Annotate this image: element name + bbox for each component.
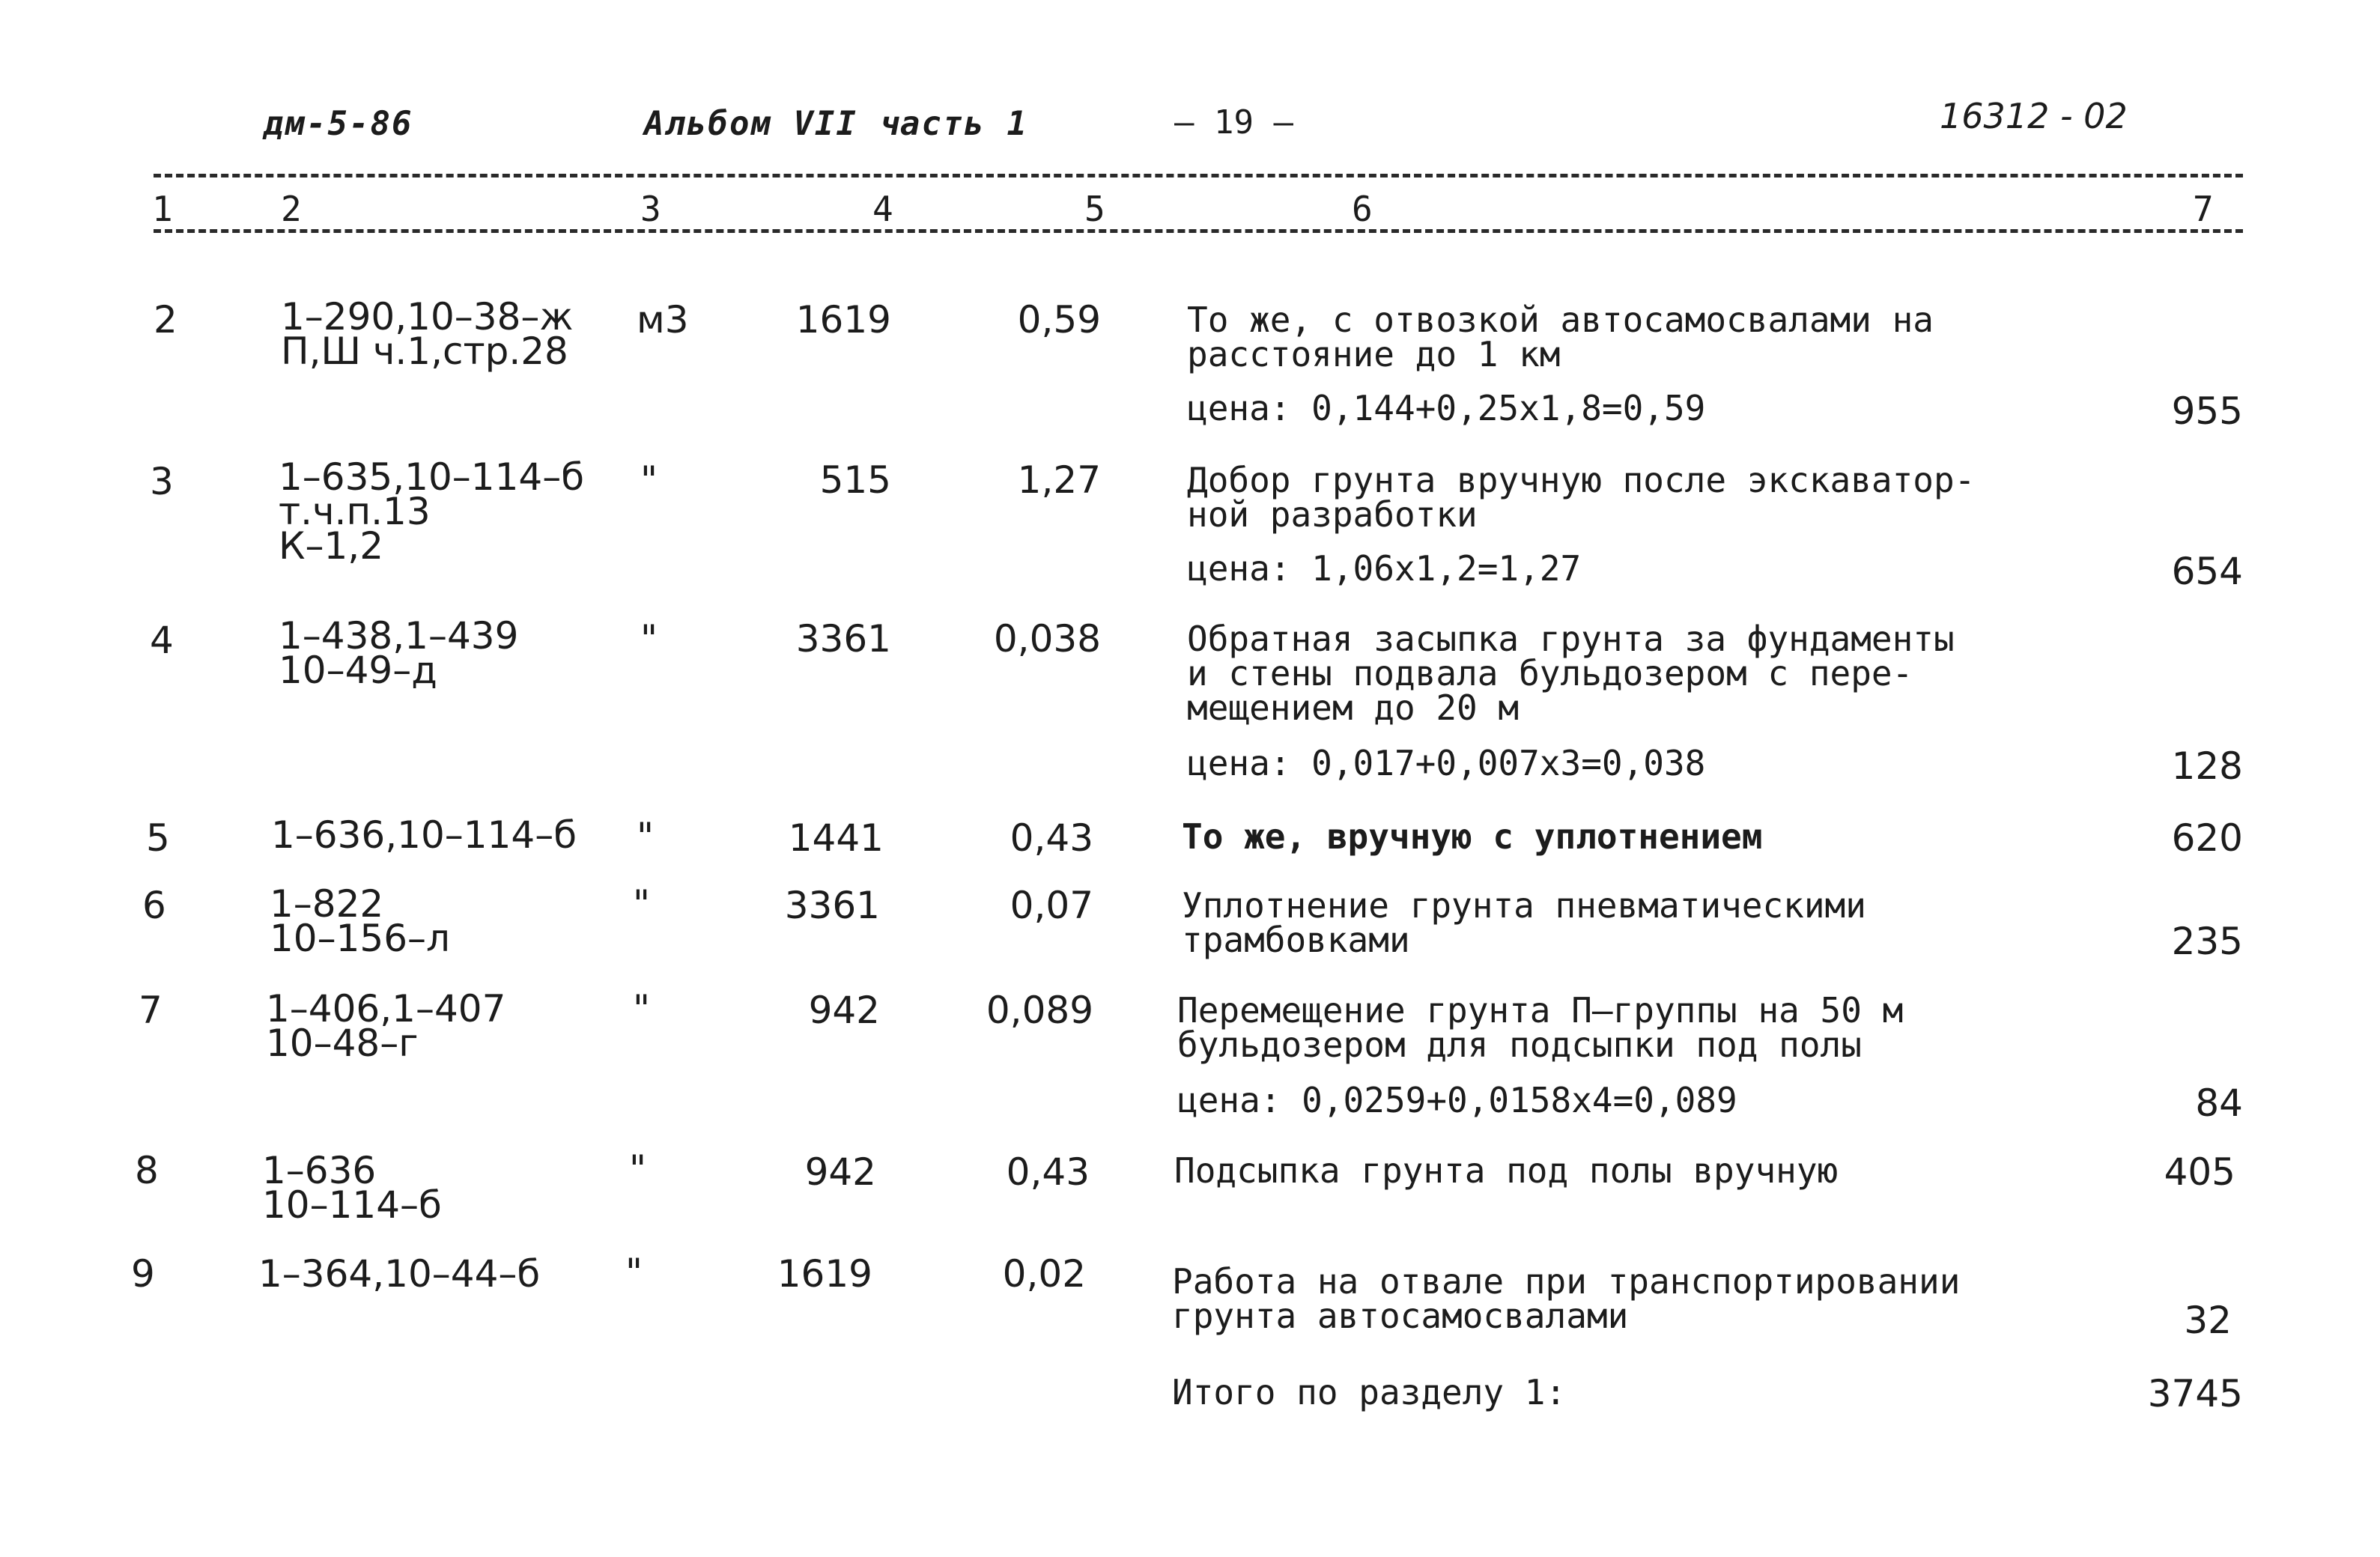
unit-price: 0,43 — [1010, 816, 1093, 860]
reference-line: 1–636,10–114–б — [271, 813, 577, 857]
description-line: расстояние до 1 км — [1187, 334, 1561, 374]
row-total: 654 — [2171, 550, 2243, 593]
description-line: Подсыпка грунта под полы вручную — [1174, 1150, 1839, 1191]
unit-price: 0,02 — [1002, 1252, 1086, 1296]
description-line: грунта автосамосвалами — [1172, 1296, 1629, 1336]
description-line: Перемещение грунта П–группы на 50 м — [1177, 990, 1904, 1031]
norm-reference — [271, 813, 577, 857]
header-rule-bottom — [154, 229, 2243, 233]
unit-price: 0,089 — [986, 989, 1093, 1032]
description-line: трамбовками — [1182, 920, 1410, 960]
column-number-2: 2 — [281, 189, 302, 229]
row-total: 620 — [2171, 816, 2243, 860]
norm-reference — [262, 1149, 442, 1227]
reference-line: 1–636 — [262, 1149, 377, 1192]
work-description — [1182, 816, 1763, 857]
column-number-1: 1 — [152, 189, 173, 229]
row-number: 6 — [142, 884, 166, 927]
reference-line: 10–114–б — [262, 1183, 442, 1227]
row-number: 2 — [154, 298, 177, 342]
album-title: Альбом VII часть 1 — [644, 105, 1028, 143]
description-line: Работа на отвале при транспортировании — [1172, 1261, 1961, 1302]
description-line: ной разработки — [1187, 494, 1478, 535]
unit: м3 — [637, 298, 689, 342]
unit-price: 0,43 — [1006, 1150, 1090, 1194]
row-number: 7 — [139, 989, 163, 1032]
quantity: 3361 — [795, 617, 891, 661]
unit: " — [625, 1251, 643, 1294]
reference-line: 1–364,10–44–б — [258, 1252, 541, 1296]
unit: " — [640, 617, 658, 661]
column-number-5: 5 — [1084, 189, 1105, 229]
unit-price: 0,59 — [1017, 298, 1101, 342]
column-number-3: 3 — [640, 189, 661, 229]
unit-price: 0,07 — [1010, 884, 1093, 927]
description-line: То же, вручную с уплотнением — [1182, 816, 1763, 857]
quantity: 1441 — [788, 816, 884, 860]
row-total: 235 — [2171, 920, 2243, 963]
work-description — [1187, 460, 1976, 535]
norm-reference — [281, 295, 574, 373]
quantity: 3361 — [784, 884, 880, 927]
quantity: 515 — [819, 458, 891, 502]
work-description — [1187, 300, 1934, 374]
section-total-label: Итого по разделу 1: — [1172, 1372, 1567, 1412]
row-number: 9 — [131, 1252, 155, 1296]
unit-price: 0,038 — [993, 617, 1101, 661]
reference-line: 1–635,10–114–б — [279, 455, 585, 499]
column-number-4: 4 — [872, 189, 893, 229]
row-number: 4 — [150, 619, 174, 662]
row-total: 405 — [2164, 1150, 2235, 1194]
reference-line: 1–406,1–407 — [266, 987, 506, 1031]
work-description — [1177, 990, 1904, 1065]
description-line: мещением до 20 м — [1187, 688, 1520, 728]
reference-line: 10–49–д — [279, 649, 437, 692]
quantity: 942 — [804, 1150, 876, 1194]
quantity: 1619 — [777, 1252, 872, 1296]
unit: " — [637, 815, 654, 858]
row-total: 84 — [2195, 1081, 2243, 1125]
description-line: Обратная засыпка грунта за фундаменты — [1187, 619, 1955, 659]
section-total-value: 3745 — [2147, 1372, 2243, 1415]
norm-reference — [279, 614, 519, 692]
reference-line: 10–156–л — [270, 917, 451, 960]
column-number-7: 7 — [2193, 189, 2214, 229]
sheet-number: 16312 - 02 — [1940, 96, 2128, 136]
reference-line: 1–822 — [270, 882, 384, 926]
reference-line: т.ч.п.13 — [279, 490, 431, 533]
unit-price: 1,27 — [1017, 458, 1101, 502]
description-line: Уплотнение грунта пневматическими — [1182, 885, 1866, 926]
work-description — [1174, 1150, 1839, 1191]
reference-line: П,Ш ч.1,стр.28 — [281, 330, 568, 373]
reference-line: 1–290,10–38–ж — [281, 295, 574, 339]
quantity: 1619 — [795, 298, 891, 342]
row-total: 128 — [2171, 744, 2243, 788]
document-code: дм-5-86 — [264, 105, 413, 143]
work-description — [1182, 885, 1866, 960]
description-line: Добор грунта вручную после экскаватор- — [1187, 460, 1976, 500]
price-calculation: цена: 1,06x1,2=1,27 — [1187, 548, 1582, 589]
price-calculation: цена: 0,017+0,007x3=0,038 — [1187, 743, 1706, 783]
quantity: 942 — [808, 989, 880, 1032]
norm-reference — [279, 455, 585, 568]
norm-reference — [258, 1252, 541, 1296]
row-number: 8 — [135, 1149, 159, 1192]
work-description — [1172, 1261, 1961, 1336]
norm-reference — [266, 987, 506, 1065]
reference-line: К–1,2 — [279, 524, 384, 568]
reference-line: 10–48–г — [266, 1022, 419, 1065]
row-total: 955 — [2171, 389, 2243, 433]
reference-line: 1–438,1–439 — [279, 614, 519, 658]
description-line: и стены подвала бульдозером с пере- — [1187, 653, 1913, 693]
description-line: То же, с отвозкой автосамосвалами на — [1187, 300, 1934, 340]
page-number: – 19 – — [1174, 103, 1293, 142]
row-number: 5 — [146, 816, 170, 860]
price-calculation: цена: 0,144+0,25x1,8=0,59 — [1187, 388, 1706, 428]
price-calculation: цена: 0,0259+0,0158x4=0,089 — [1177, 1080, 1737, 1120]
row-total: 32 — [2184, 1299, 2232, 1342]
column-number-6: 6 — [1352, 189, 1373, 229]
unit: " — [633, 882, 650, 926]
row-number: 3 — [150, 460, 174, 503]
unit: " — [629, 1147, 646, 1191]
unit: " — [640, 458, 658, 502]
description-line: бульдозером для подсыпки под полы — [1177, 1025, 1862, 1065]
header-rule-top — [154, 174, 2243, 177]
norm-reference — [270, 882, 451, 960]
work-description — [1187, 619, 1955, 728]
unit: " — [633, 987, 650, 1031]
